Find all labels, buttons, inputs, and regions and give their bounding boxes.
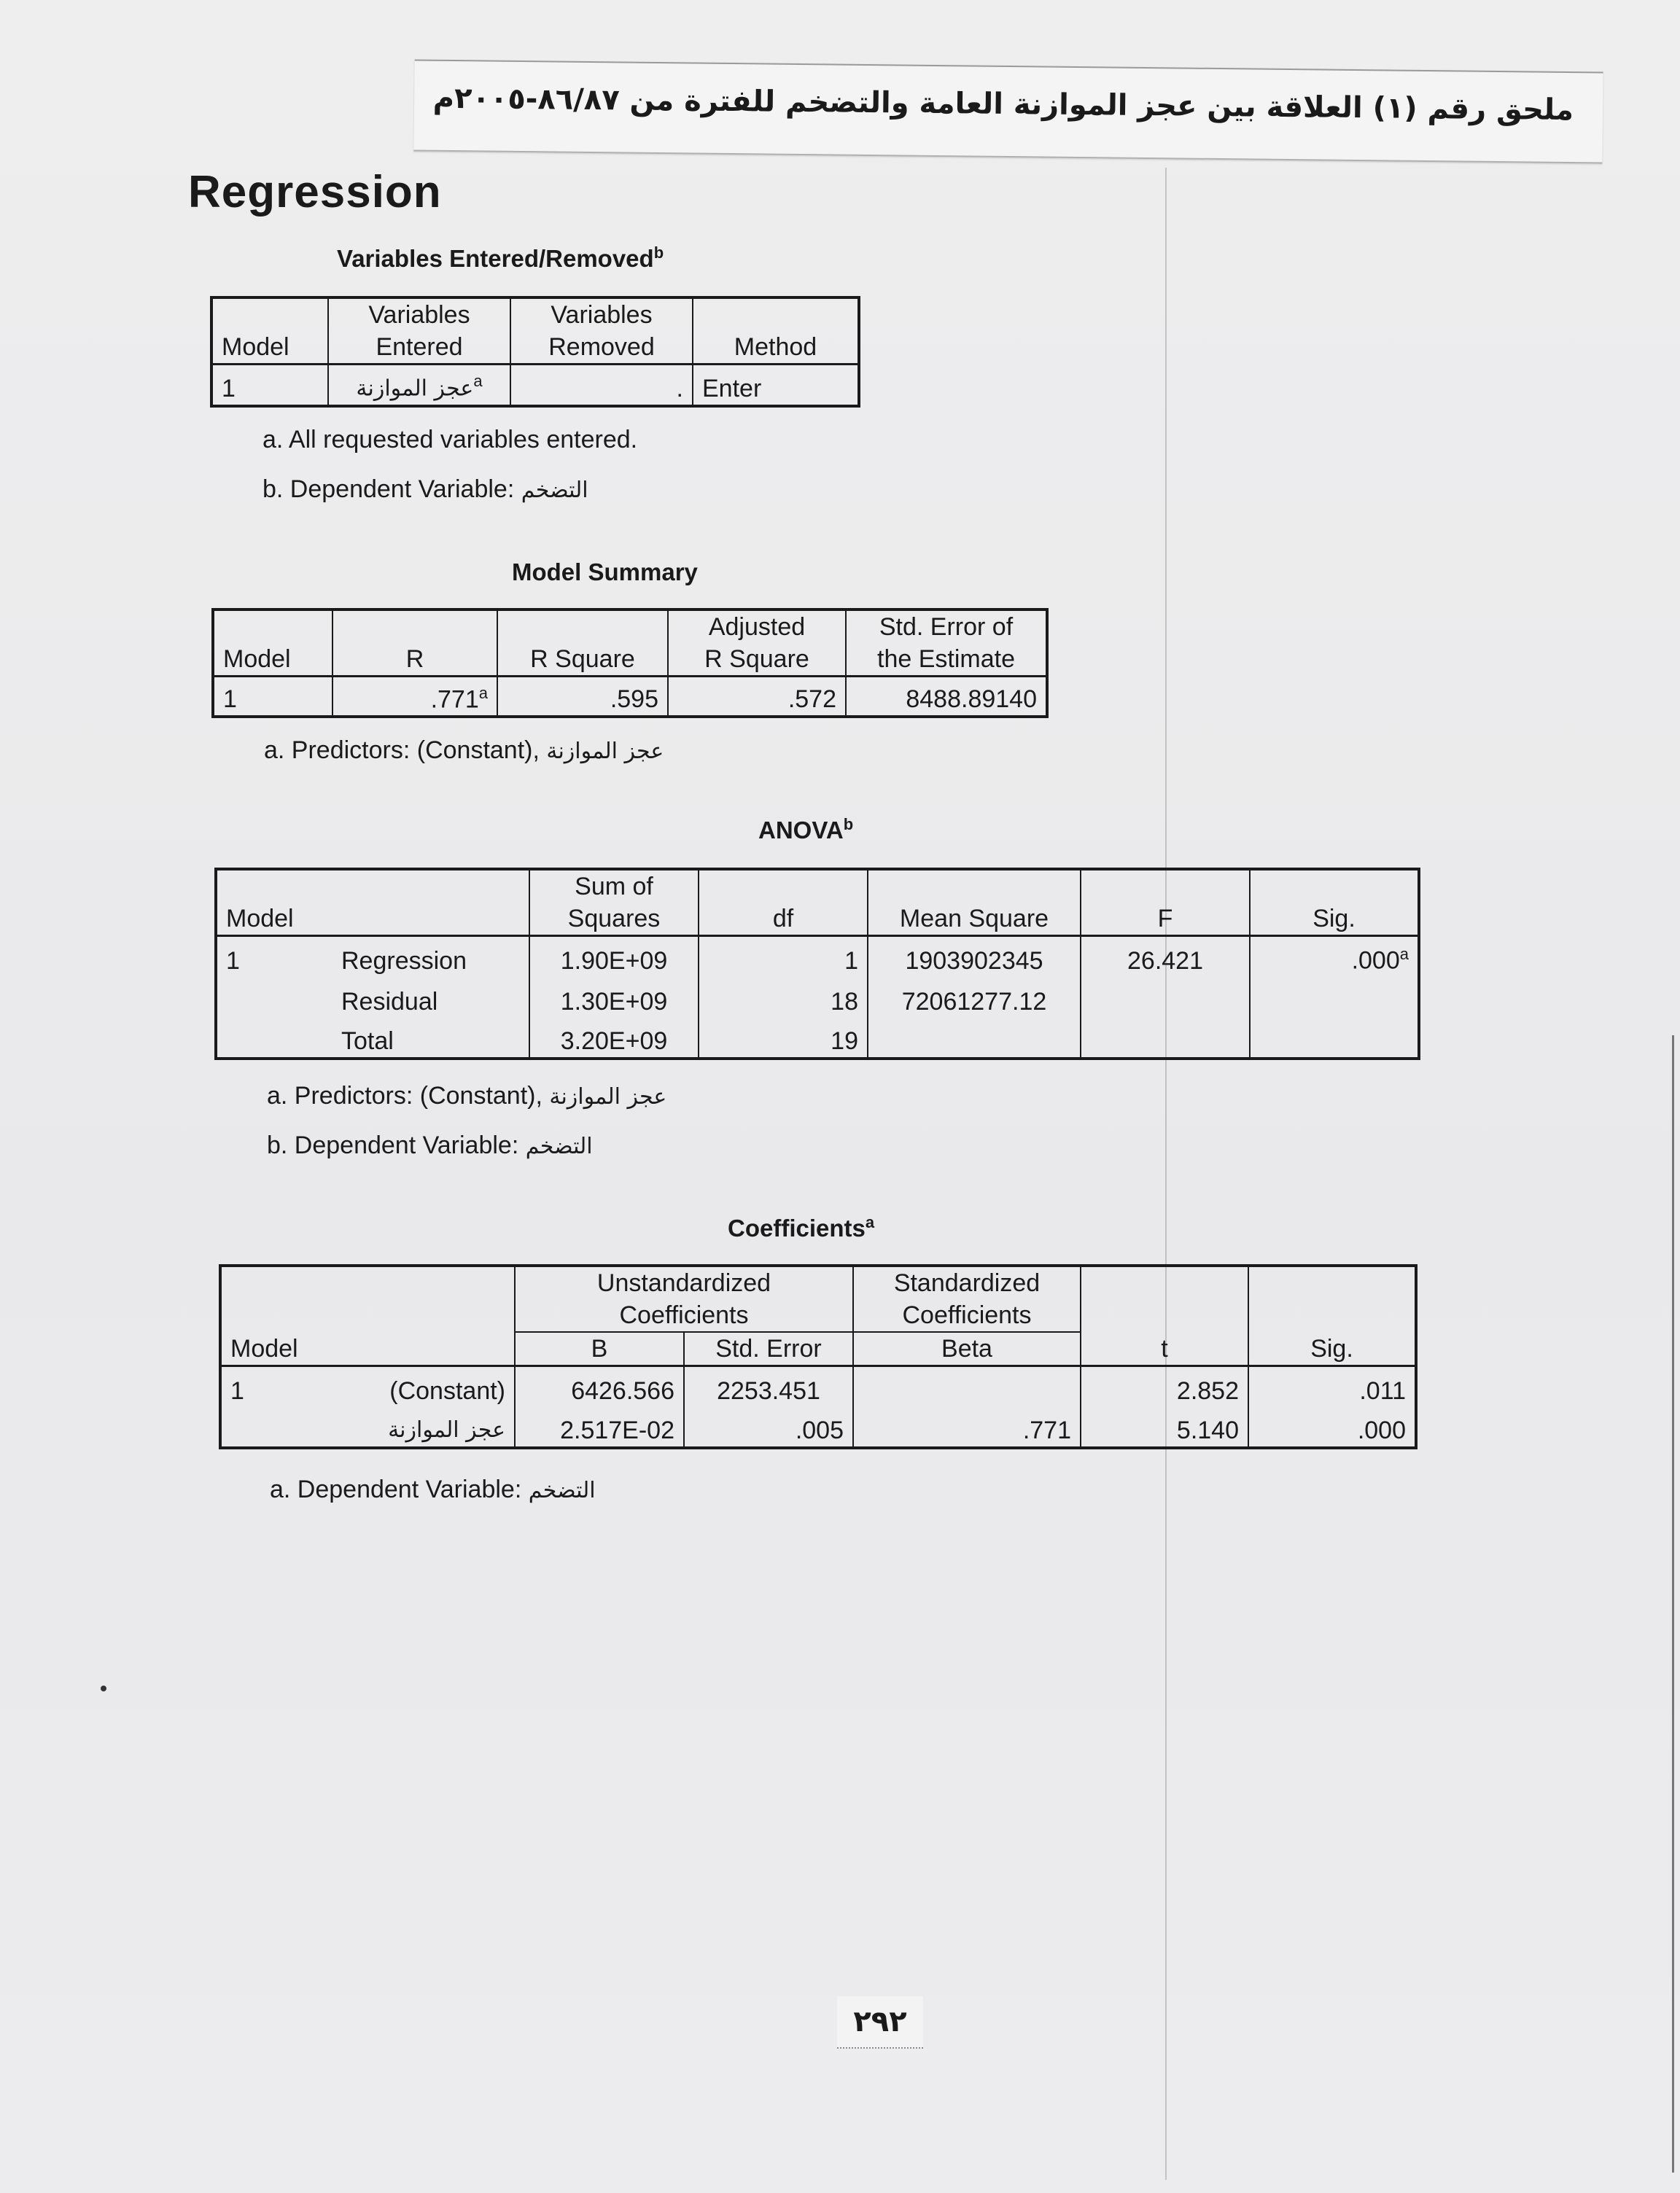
coef-header-std-1: Standardized — [853, 1266, 1081, 1299]
ms-row-rsq: .595 — [497, 677, 668, 717]
header-model-label: Model — [211, 331, 328, 365]
anova-header-df: df — [699, 903, 868, 936]
anova-row-df: 18 — [699, 977, 868, 1018]
coefficients-title — [728, 1213, 874, 1242]
anova-note-b — [267, 1131, 593, 1160]
anova-note-b-arabic: التضخم — [525, 1134, 593, 1159]
coef-row-t: 5.140 — [1081, 1407, 1248, 1448]
anova-row-df: 1 — [699, 936, 868, 977]
row-model: 1 — [222, 375, 236, 403]
regression-heading: Regression — [188, 167, 442, 217]
coefficients-title-sup: a — [865, 1213, 875, 1231]
coef-header-label-mid — [337, 1299, 515, 1332]
coef-row-b: 6426.566 — [515, 1366, 684, 1407]
coef-row-model: 1 — [230, 1376, 244, 1405]
anova-row-df: 19 — [699, 1018, 868, 1059]
model-summary-note-a — [264, 736, 664, 765]
ms-header-rsq: R Square — [497, 643, 668, 677]
anova-row-f: 26.421 — [1081, 936, 1250, 977]
header-removed-1: Variables — [510, 297, 693, 331]
anova-header-ss-2: Squares — [529, 903, 699, 936]
dust-speck — [101, 1686, 106, 1691]
anova-header-f: F — [1081, 903, 1250, 936]
anova-row-f — [1081, 977, 1250, 1018]
coef-header-unstd-1: Unstandardized — [515, 1266, 853, 1299]
anova-note-a — [267, 1082, 666, 1110]
coef-header-beta: Beta — [853, 1332, 1081, 1366]
appendix-title: ملحق رقم (١) العلاقة بين عجز الموازنة العامة والتضخم للفترة من ٨٦/٨٧-٢٠٠٥م — [432, 81, 1574, 128]
model-summary-table — [211, 608, 1049, 718]
ms-row-r-value: .771 — [430, 685, 479, 714]
header-entered-2: Entered — [328, 331, 510, 365]
anova-row-label: Regression — [341, 946, 467, 975]
ms-header-adj-2: R Square — [668, 643, 846, 677]
coef-header-sig-mid — [1248, 1299, 1416, 1332]
anova-header-model-top — [216, 869, 332, 903]
coef-header-t-mid — [1081, 1299, 1248, 1332]
ms-header-se-1: Std. Error of — [846, 609, 1047, 643]
coef-header-model-top — [220, 1266, 337, 1299]
coef-header-t: t — [1081, 1332, 1248, 1366]
variables-entered-note-b-prefix: b. Dependent Variable: — [262, 475, 515, 503]
anova-row-sig-value: .000 — [1351, 946, 1400, 975]
ms-header-r: R — [332, 643, 497, 677]
coef-header-sig-top — [1248, 1266, 1416, 1299]
anova-row-sig — [1250, 936, 1419, 977]
anova-header-ss-1: Sum of — [529, 869, 699, 903]
page-number: ٢٩٢ — [837, 1996, 923, 2049]
anova-row-sig — [1250, 977, 1419, 1018]
header-model — [211, 297, 328, 331]
anova-header-model: Model — [216, 903, 529, 936]
anova-table — [214, 868, 1420, 1060]
coefficients-note-a — [270, 1476, 596, 1504]
row-method: Enter — [693, 365, 859, 407]
coef-header-model-mid — [220, 1299, 337, 1332]
coef-header-label-top — [337, 1266, 515, 1299]
anova-header-f-top — [1081, 869, 1250, 903]
variables-entered-note-b — [262, 475, 588, 504]
ms-row-model: 1 — [223, 685, 237, 714]
ms-row-se: 8488.89140 — [846, 677, 1047, 717]
anova-title-sup: b — [843, 815, 854, 833]
ms-row-adj: .572 — [668, 677, 846, 717]
coef-row-se: 2253.451 — [684, 1366, 853, 1407]
coef-row-model — [220, 1407, 337, 1448]
header-entered-1: Variables — [328, 297, 510, 331]
coefficients-table — [219, 1264, 1418, 1449]
header-method: Method — [693, 331, 859, 365]
ms-header-model: Model — [213, 643, 332, 677]
variables-entered-title-text: Variables Entered/Removed — [337, 245, 654, 272]
coef-row-beta — [853, 1366, 1081, 1407]
anova-row-ms: 1903902345 — [868, 936, 1081, 977]
row-entered-sup: a — [473, 372, 483, 390]
model-summary-note-a-prefix: a. Predictors: (Constant), — [264, 736, 540, 764]
ms-header-r-top — [332, 609, 497, 643]
anova-header-ms: Mean Square — [868, 903, 1081, 936]
row-entered — [328, 365, 510, 407]
anova-header-ms-top — [868, 869, 1081, 903]
row-removed: . — [510, 365, 693, 407]
appendix-header-strip — [413, 59, 1603, 163]
anova-title-text: ANOVA — [758, 817, 844, 844]
variables-entered-title-sup: b — [653, 244, 664, 262]
variables-entered-note-a: a. All requested variables entered. — [262, 426, 638, 453]
anova-row-ms: 72061277.12 — [868, 977, 1081, 1018]
coef-row-sig: .011 — [1248, 1366, 1416, 1407]
variables-entered-table — [210, 296, 860, 408]
anova-row-model — [216, 1018, 332, 1059]
variables-entered-title — [337, 244, 664, 273]
model-summary-title: Model Summary — [512, 558, 698, 585]
coefficients-note-a-prefix: a. Dependent Variable: — [270, 1476, 522, 1503]
anova-row-label: Total — [341, 1027, 394, 1055]
anova-row-ss: 1.90E+09 — [529, 936, 699, 977]
coef-header-std-2: Coefficients — [853, 1299, 1081, 1332]
row-entered-arabic: عجز الموازنة — [356, 375, 474, 402]
variables-entered-note-b-arabic: التضخم — [521, 478, 588, 503]
anova-row-model: 1 — [226, 946, 240, 975]
anova-row-sig-sup: a — [1399, 945, 1409, 964]
ms-header-model-top — [213, 609, 332, 643]
coef-row-se: .005 — [684, 1407, 853, 1448]
coef-header-model: Model — [220, 1332, 515, 1366]
coef-header-se: Std. Error — [684, 1332, 853, 1366]
coef-row-label: (Constant) — [389, 1376, 505, 1405]
coef-row-b: 2.517E-02 — [515, 1407, 684, 1448]
anova-row-model — [216, 977, 332, 1018]
ms-header-adj-1: Adjusted — [668, 609, 846, 643]
anova-row-label: Residual — [341, 987, 438, 1016]
coef-header-t-top — [1081, 1266, 1248, 1299]
anova-row-sig — [1250, 1018, 1419, 1059]
coef-row-t: 2.852 — [1081, 1366, 1248, 1407]
anova-header-sig-top — [1250, 869, 1419, 903]
anova-row-ss: 1.30E+09 — [529, 977, 699, 1018]
header-method-top — [693, 297, 859, 331]
anova-note-a-prefix: a. Predictors: (Constant), — [267, 1082, 542, 1110]
ms-header-rsq-top — [497, 609, 668, 643]
anova-header-df-top — [699, 869, 868, 903]
ms-row-r — [332, 677, 497, 717]
coefficients-note-a-arabic: التضخم — [528, 1478, 596, 1503]
anova-note-b-prefix: b. Dependent Variable: — [267, 1131, 519, 1159]
anova-title — [758, 815, 853, 844]
coef-header-sig: Sig. — [1248, 1332, 1416, 1366]
anova-row-ms — [868, 1018, 1081, 1059]
model-summary-note-a-arabic: عجز الموازنة — [546, 739, 664, 764]
anova-note-a-arabic: عجز الموازنة — [549, 1084, 667, 1110]
coef-header-b: B — [515, 1332, 684, 1366]
coef-row-label: عجز الموازنة — [388, 1417, 505, 1443]
ms-header-se-2: the Estimate — [846, 643, 1047, 677]
ms-row-r-sup: a — [478, 684, 488, 702]
anova-header-sig: Sig. — [1250, 903, 1419, 936]
anova-header-label-top — [332, 869, 529, 903]
header-removed-2: Removed — [510, 331, 693, 365]
coef-row-beta: .771 — [853, 1407, 1081, 1448]
coef-header-unstd-2: Coefficients — [515, 1299, 853, 1332]
paper-edge-shadow — [1672, 1035, 1674, 2173]
coef-row-sig: .000 — [1248, 1407, 1416, 1448]
paper-fold-line — [1165, 168, 1167, 2180]
anova-row-f — [1081, 1018, 1250, 1059]
coefficients-title-text: Coefficients — [728, 1215, 866, 1242]
anova-row-ss: 3.20E+09 — [529, 1018, 699, 1059]
